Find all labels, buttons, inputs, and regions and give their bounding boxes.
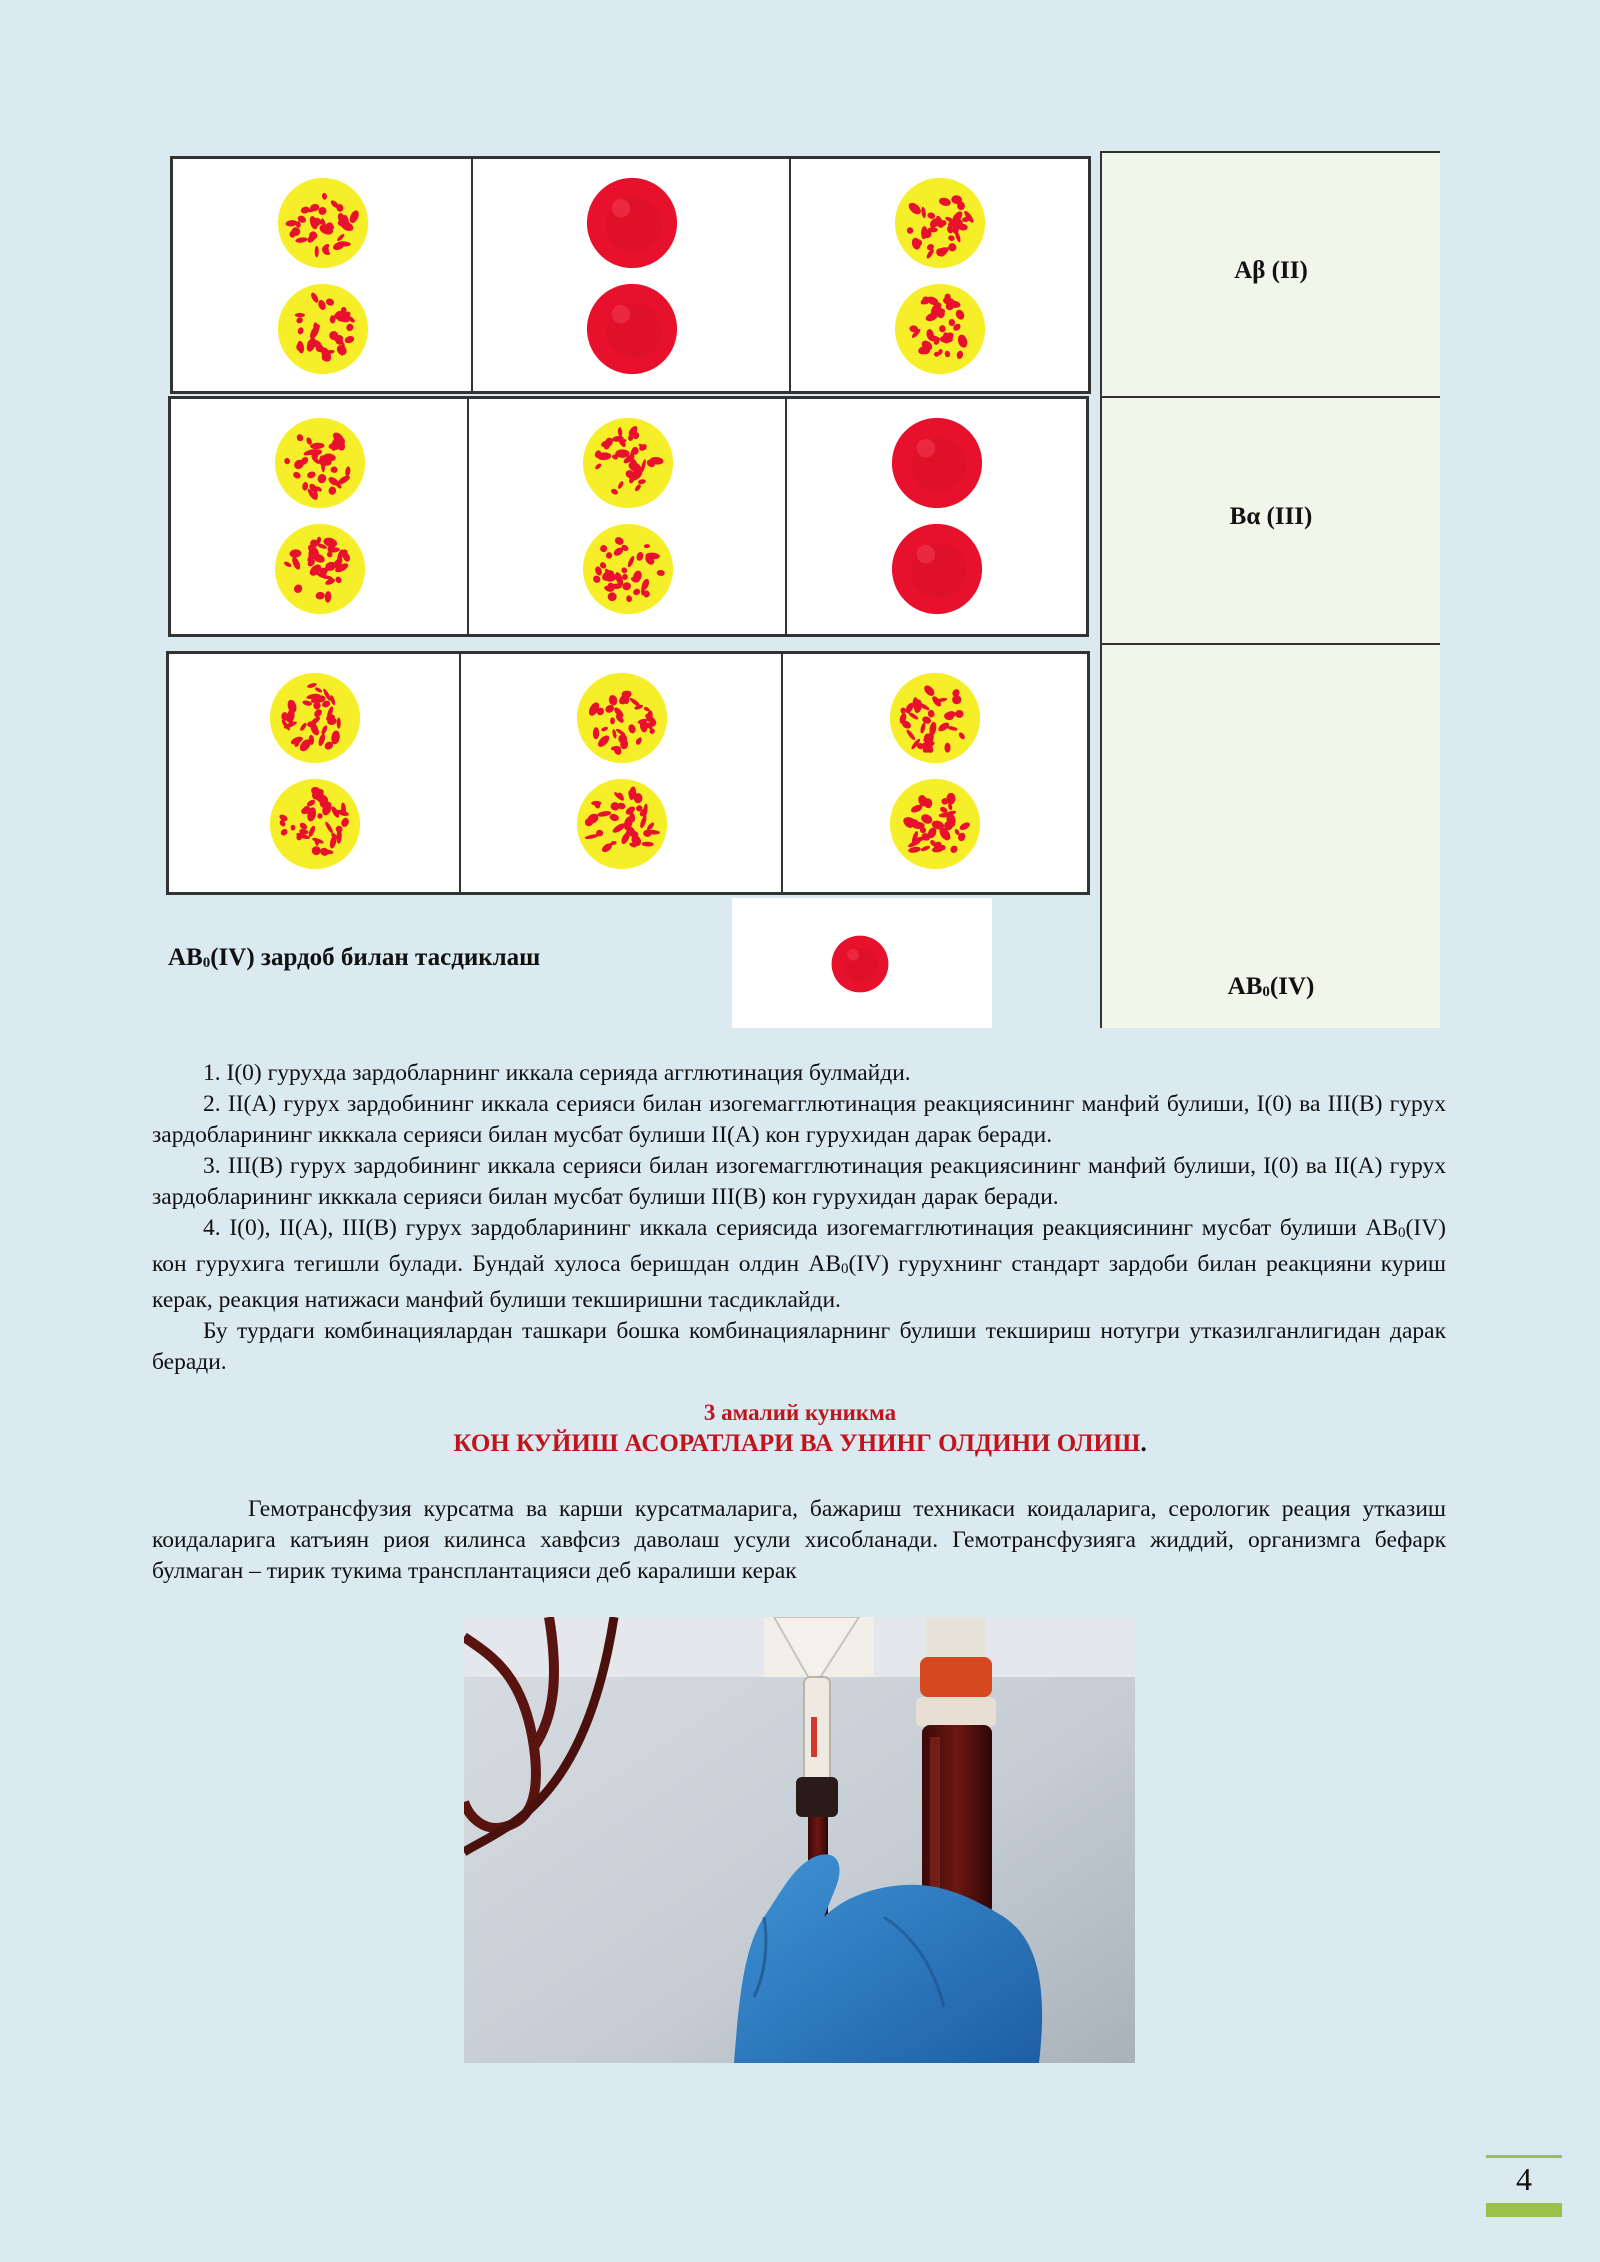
agglutination-drop — [894, 177, 986, 269]
negative-drop — [586, 177, 678, 269]
confirm-label: $AB_0(IV)$ зардоб билан тасдиклаш — [168, 944, 541, 971]
list-item: 1. I(0) гурухда зардобларнинг иккала серияда агглютинация булмайди. — [203, 1060, 911, 1086]
serum-cell — [787, 399, 1086, 634]
list-item: Бу турдаги комбинациялардан ташкари бошка комбинацияларнинг булиши текшириш нотугри утказилганлигидан дарак беради. — [152, 1318, 1446, 1375]
negative-drop — [586, 283, 678, 375]
agglutination-drop — [894, 283, 986, 375]
confirm-sample — [732, 898, 992, 1028]
serum-cell — [791, 159, 1088, 391]
section-number: 3 амалий куникма — [703, 1400, 897, 1425]
page-number-box — [1486, 2155, 1562, 2217]
agglutination-drop — [889, 672, 981, 764]
agglutination-drop — [582, 523, 674, 615]
agglutination-drop — [274, 417, 366, 509]
negative-drop — [891, 417, 983, 509]
serum-cell — [171, 399, 469, 634]
negative-drop — [891, 523, 983, 615]
list-item: 4. I(0), II(A), III(B) гурух зардобларининг иккала сериясида изогемагглютинация реакциясининг мусбат булиши $AB_0(IV)$ кон гурухига тегишли булади. Бундай хулоса беришдан олдин $AB_0(IV)$ гурухнинг стандарт зардоби билан реакцияни куриш керак, реакция натижаси манфий булиши текширишни тасдиклайди. — [152, 1215, 1446, 1313]
group-label-cell — [1102, 643, 1440, 1028]
group-label: $AB_0(IV)$ — [1227, 973, 1315, 1000]
section-title: КОН КУЙИШ АСОРАТЛАРИ ВА УНИНГ ОЛДИНИ ОЛИШ. — [453, 1430, 1147, 1457]
group-label-column — [1100, 151, 1440, 1028]
list-item: 3. III(B) гурух зардобининг иккала серияси билан изогемагглютинация реакциясининг манфий булиши, I(0) ва II(A) гурух зардобларининг икккала серияси билан мусбат булиши III(B) кон гурухидан дарак беради. — [152, 1153, 1446, 1210]
serum-cell — [169, 654, 461, 892]
agglutination-drop — [277, 177, 369, 269]
group-label-cell — [1102, 396, 1440, 643]
serum-cell — [783, 654, 1087, 892]
agglutination-drop — [269, 778, 361, 870]
serum-row — [166, 651, 1090, 895]
group-label-cell — [1102, 151, 1440, 396]
agglutination-drop — [576, 672, 668, 764]
intro-paragraph: Гемотрансфузия курсатма ва карши курсатмаларига, бажариш техникаси коидаларига, серологик реация утказиш коидаларига катъиян риоя килинса хавфсиз даволаш усули хисобланади. Гемотрансфузияга жиддий, организмга бефарк булмаган – тирик тукима трансплантацияси деб каралиши керак — [152, 1496, 1446, 1584]
group-label: Aβ (II) — [1234, 257, 1308, 284]
negative-drop — [831, 935, 889, 993]
results-list — [152, 1058, 1446, 1378]
agglutination-drop — [889, 778, 981, 870]
list-item: 2. II(A) гурух зардобининг иккала серияси билан изогемагглютинация реакциясининг манфий булиши, I(0) ва III(B) гурух зардобларининг икккала серияси билан мусбат булиши II(A) кон гурухидан дарак беради. — [152, 1091, 1446, 1148]
agglutination-drop — [277, 283, 369, 375]
agglutination-drop — [269, 672, 361, 764]
serum-cell — [173, 159, 473, 391]
agglutination-drop — [582, 417, 674, 509]
page-number-rule — [1486, 2155, 1562, 2158]
agglutination-drop — [274, 523, 366, 615]
transfusion-photo — [464, 1617, 1135, 2063]
serum-row — [168, 396, 1089, 637]
serum-cell — [469, 399, 787, 634]
agglutination-drop — [576, 778, 668, 870]
serum-row — [170, 156, 1091, 394]
serum-cell — [461, 654, 783, 892]
page-number: 4 — [1516, 2161, 1532, 2197]
serum-cell — [473, 159, 791, 391]
page-number-bar — [1486, 2203, 1562, 2217]
group-label: Bα (III) — [1229, 503, 1313, 530]
